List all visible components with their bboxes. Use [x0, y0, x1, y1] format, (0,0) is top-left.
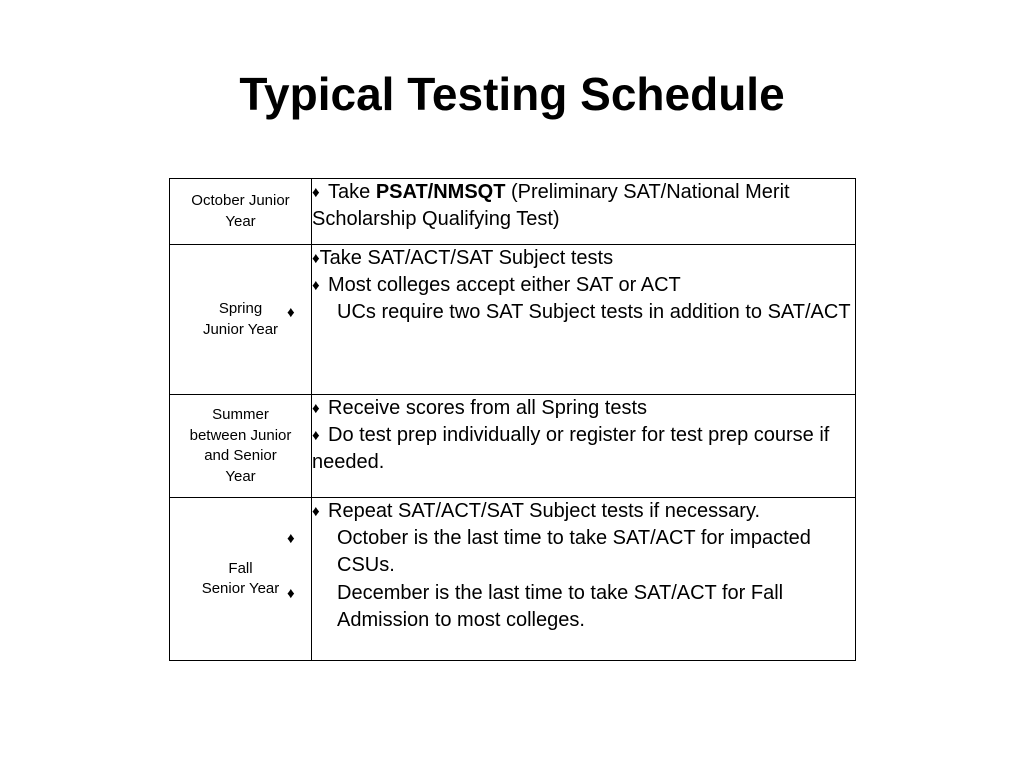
diamond-bullet-icon: ♦: [312, 400, 320, 417]
period-label-line: and Senior: [204, 447, 277, 464]
period-label-line: Fall: [228, 559, 253, 577]
details-cell: [312, 395, 856, 498]
period-label-line: Year: [225, 467, 256, 485]
period-cell: [170, 179, 312, 245]
schedule-row-october-junior-year: [170, 179, 856, 245]
list-item: [287, 525, 855, 579]
list-item: [312, 395, 855, 422]
diamond-bullet-icon: ♦: [312, 184, 320, 201]
schedule-row-summer-between-junior-senior: [170, 395, 856, 498]
item-text: Repeat SAT/ACT/SAT Subject tests if necessary.: [328, 500, 761, 522]
period-label-line: Summer: [212, 406, 269, 423]
item-text: Receive scores from all Spring tests: [328, 397, 648, 419]
period-cell: [170, 395, 312, 498]
period-label-line: Spring: [218, 300, 263, 317]
list-item: [312, 498, 855, 525]
list-item: [312, 422, 855, 476]
period-label-line: Year: [225, 212, 256, 230]
diamond-bullet-icon: ♦: [287, 584, 295, 602]
item-text: October is the last time to take SAT/ACT for impacted CSUs.: [337, 527, 811, 577]
period-label-line: October Junior: [191, 192, 290, 209]
item-text: December is the last time to take SAT/ACT for Fall Admission to most colleges.: [337, 581, 784, 631]
list-item: [312, 272, 855, 299]
diamond-bullet-icon: ♦: [312, 427, 320, 445]
diamond-bullet-icon: ♦: [312, 277, 320, 295]
item-text-prefix: Take: [328, 181, 376, 203]
item-text: Take SAT/ACT/SAT Subject tests: [319, 247, 614, 269]
item-text: Do test prep individually or register for test prep course if needed.: [312, 424, 830, 474]
schedule-row-spring-junior-year: [170, 245, 856, 395]
item-text: Most colleges accept either SAT or ACT: [328, 274, 681, 297]
diamond-bullet-icon: ♦: [287, 530, 295, 548]
diamond-bullet-icon: ♦: [312, 503, 320, 520]
item-text-suffix: (Preliminary SAT/National Merit Scholarship Qualifying Test): [312, 181, 790, 231]
item-text-emphasis: PSAT/NMSQT: [375, 181, 506, 203]
schedule-row-fall-senior-year: [170, 498, 856, 661]
list-item: [287, 580, 855, 634]
details-cell: [287, 498, 856, 661]
diamond-bullet-icon: ♦: [312, 250, 320, 267]
diamond-bullet-icon: ♦: [287, 304, 295, 322]
item-text: UCs require two SAT Subject tests in addition to SAT/ACT: [337, 301, 851, 324]
slide-title: Typical Testing Schedule: [239, 68, 785, 120]
list-item: [312, 245, 855, 272]
period-label-line: between Junior: [189, 426, 292, 444]
period-label-line: Junior Year: [202, 320, 279, 338]
details-cell: [312, 179, 856, 245]
period-label-line: Senior Year: [201, 580, 280, 597]
list-item: [287, 299, 855, 326]
testing-schedule-table: [169, 178, 856, 661]
details-cell: [287, 245, 856, 395]
list-item: [312, 179, 855, 233]
